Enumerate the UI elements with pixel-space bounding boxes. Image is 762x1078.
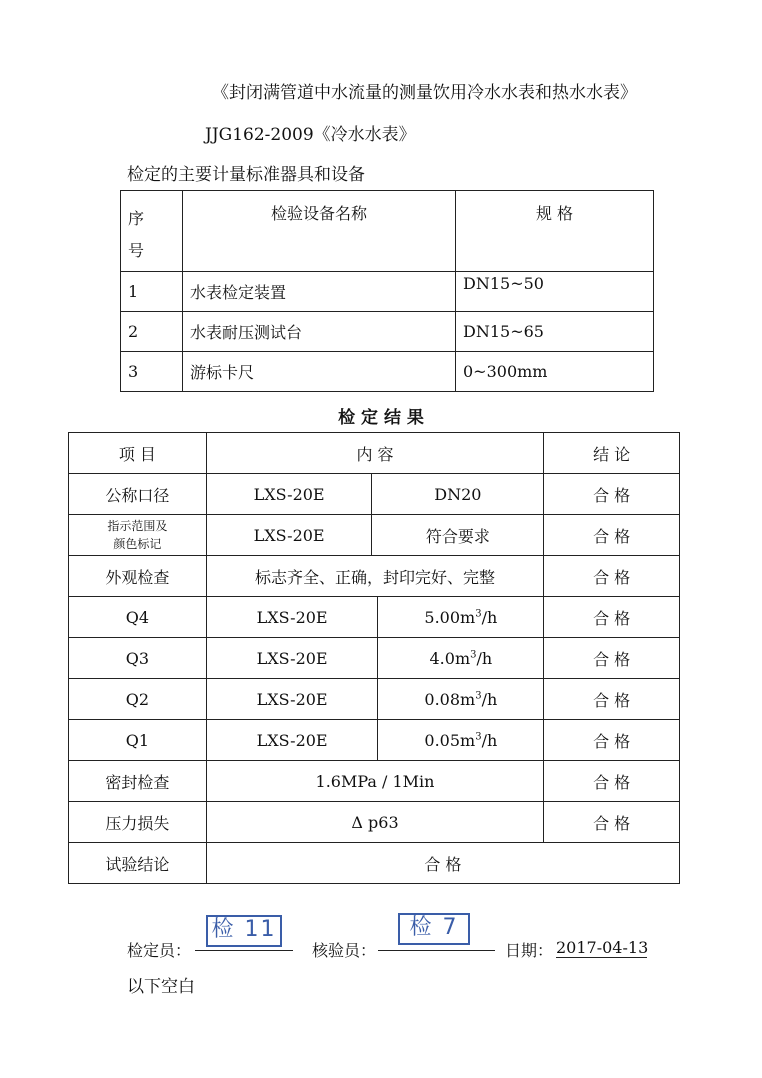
result-row [69, 761, 680, 802]
result-model: LXS-20E [206, 720, 378, 761]
result-header-row [69, 433, 680, 474]
flow-exponent: 3 [475, 731, 482, 743]
result-content: 标志齐全、正确，封印完好、完整 [206, 556, 544, 597]
equipment-caption: 检定的主要计量标准器具和设备 [127, 165, 365, 185]
result-item: Q2 [69, 679, 207, 720]
result-model: LXS-20E [206, 638, 378, 679]
equipment-row [121, 352, 654, 392]
result-model: LXS-20E [206, 515, 372, 556]
equipment-header-no [121, 191, 183, 272]
verifier-stamp: 检 11 [206, 915, 282, 947]
verifier-label: 检定员： [127, 941, 192, 960]
result-value: 符合要求 [372, 515, 544, 556]
result-item: Q4 [69, 597, 207, 638]
result-conclusion: 合 格 [544, 802, 680, 843]
header-item: 项 目 [69, 433, 207, 474]
equipment-spec: DN15~50 [456, 272, 654, 312]
equipment-no: 2 [121, 312, 183, 352]
result-item: 外观检查 [69, 556, 207, 597]
equipment-header-name: 检验设备名称 [183, 191, 456, 272]
checker-stamp: 检 7 [398, 913, 470, 945]
result-item: Q3 [69, 638, 207, 679]
result-item: Q1 [69, 720, 207, 761]
result-flow [378, 597, 544, 638]
result-flow [378, 679, 544, 720]
result-row [69, 843, 680, 884]
flow-value: 0.05m [424, 730, 476, 750]
header-no-line2: 号 [128, 241, 145, 260]
flow-value: 0.08m [424, 689, 476, 709]
equipment-name: 水表耐压测试台 [183, 312, 456, 352]
equipment-spec: DN15~65 [456, 312, 654, 352]
equipment-name: 水表检定装置 [183, 272, 456, 312]
flow-exponent: 3 [475, 608, 482, 620]
result-flow [378, 638, 544, 679]
result-content: 1.6MPa / 1Min [206, 761, 544, 802]
result-table [68, 432, 680, 884]
footer-note: 以下空白 [127, 977, 195, 997]
result-conclusion: 合 格 [544, 556, 680, 597]
flow-exponent: 3 [475, 690, 482, 702]
result-conclusion: 合 格 [544, 515, 680, 556]
result-row [69, 679, 680, 720]
header-conclusion: 结 论 [544, 433, 680, 474]
result-item-line1: 指示范围及 [107, 519, 168, 533]
result-item [69, 515, 207, 556]
result-row [69, 515, 680, 556]
result-item: 公称口径 [69, 474, 207, 515]
result-conclusion: 合 格 [544, 474, 680, 515]
equipment-table [120, 190, 654, 392]
equipment-spec: 0~300mm [456, 352, 654, 392]
equipment-row [121, 312, 654, 352]
date-label: 日期： [505, 941, 554, 960]
equipment-no: 3 [121, 352, 183, 392]
result-row [69, 638, 680, 679]
flow-value: 5.00m [424, 607, 476, 627]
checker-label: 核验员： [312, 941, 377, 960]
flow-unit: /h [481, 730, 498, 750]
standard-title-1: 《封闭满管道中水流量的测量饮用冷水水表和热水水表》 [212, 83, 637, 103]
flow-value: 4.0m [429, 648, 471, 668]
result-conclusion: 合 格 [544, 638, 680, 679]
result-value: DN20 [372, 474, 544, 515]
result-item: 密封检查 [69, 761, 207, 802]
result-row [69, 597, 680, 638]
result-model: LXS-20E [206, 474, 372, 515]
flow-exponent: 3 [470, 649, 477, 661]
equipment-header-row [121, 191, 654, 272]
result-conclusion: 合 格 [544, 597, 680, 638]
result-row [69, 556, 680, 597]
final-conclusion: 合 格 [206, 843, 679, 884]
flow-unit: /h [476, 648, 493, 668]
date-value: 2017-04-13 [556, 938, 649, 957]
equipment-no: 1 [121, 272, 183, 312]
header-content: 内 容 [206, 433, 544, 474]
result-conclusion: 合 格 [544, 679, 680, 720]
result-row [69, 802, 680, 843]
result-content: Δ p63 [206, 802, 544, 843]
result-item-line2: 颜色标记 [113, 537, 162, 551]
equipment-header-spec: 规 格 [456, 191, 654, 272]
equipment-row [121, 272, 654, 312]
result-item: 压力损失 [69, 802, 207, 843]
equipment-name: 游标卡尺 [183, 352, 456, 392]
standard-title-2: JJG162-2009《冷水水表》 [205, 125, 416, 145]
flow-unit: /h [481, 607, 498, 627]
result-model: LXS-20E [206, 597, 378, 638]
flow-unit: /h [481, 689, 498, 709]
result-conclusion: 合 格 [544, 720, 680, 761]
result-model: LXS-20E [206, 679, 378, 720]
result-row [69, 474, 680, 515]
result-title: 检 定 结 果 [338, 408, 424, 428]
result-flow [378, 720, 544, 761]
header-no-line1: 序 [128, 209, 145, 228]
result-item: 试验结论 [69, 843, 207, 884]
result-conclusion: 合 格 [544, 761, 680, 802]
result-row [69, 720, 680, 761]
